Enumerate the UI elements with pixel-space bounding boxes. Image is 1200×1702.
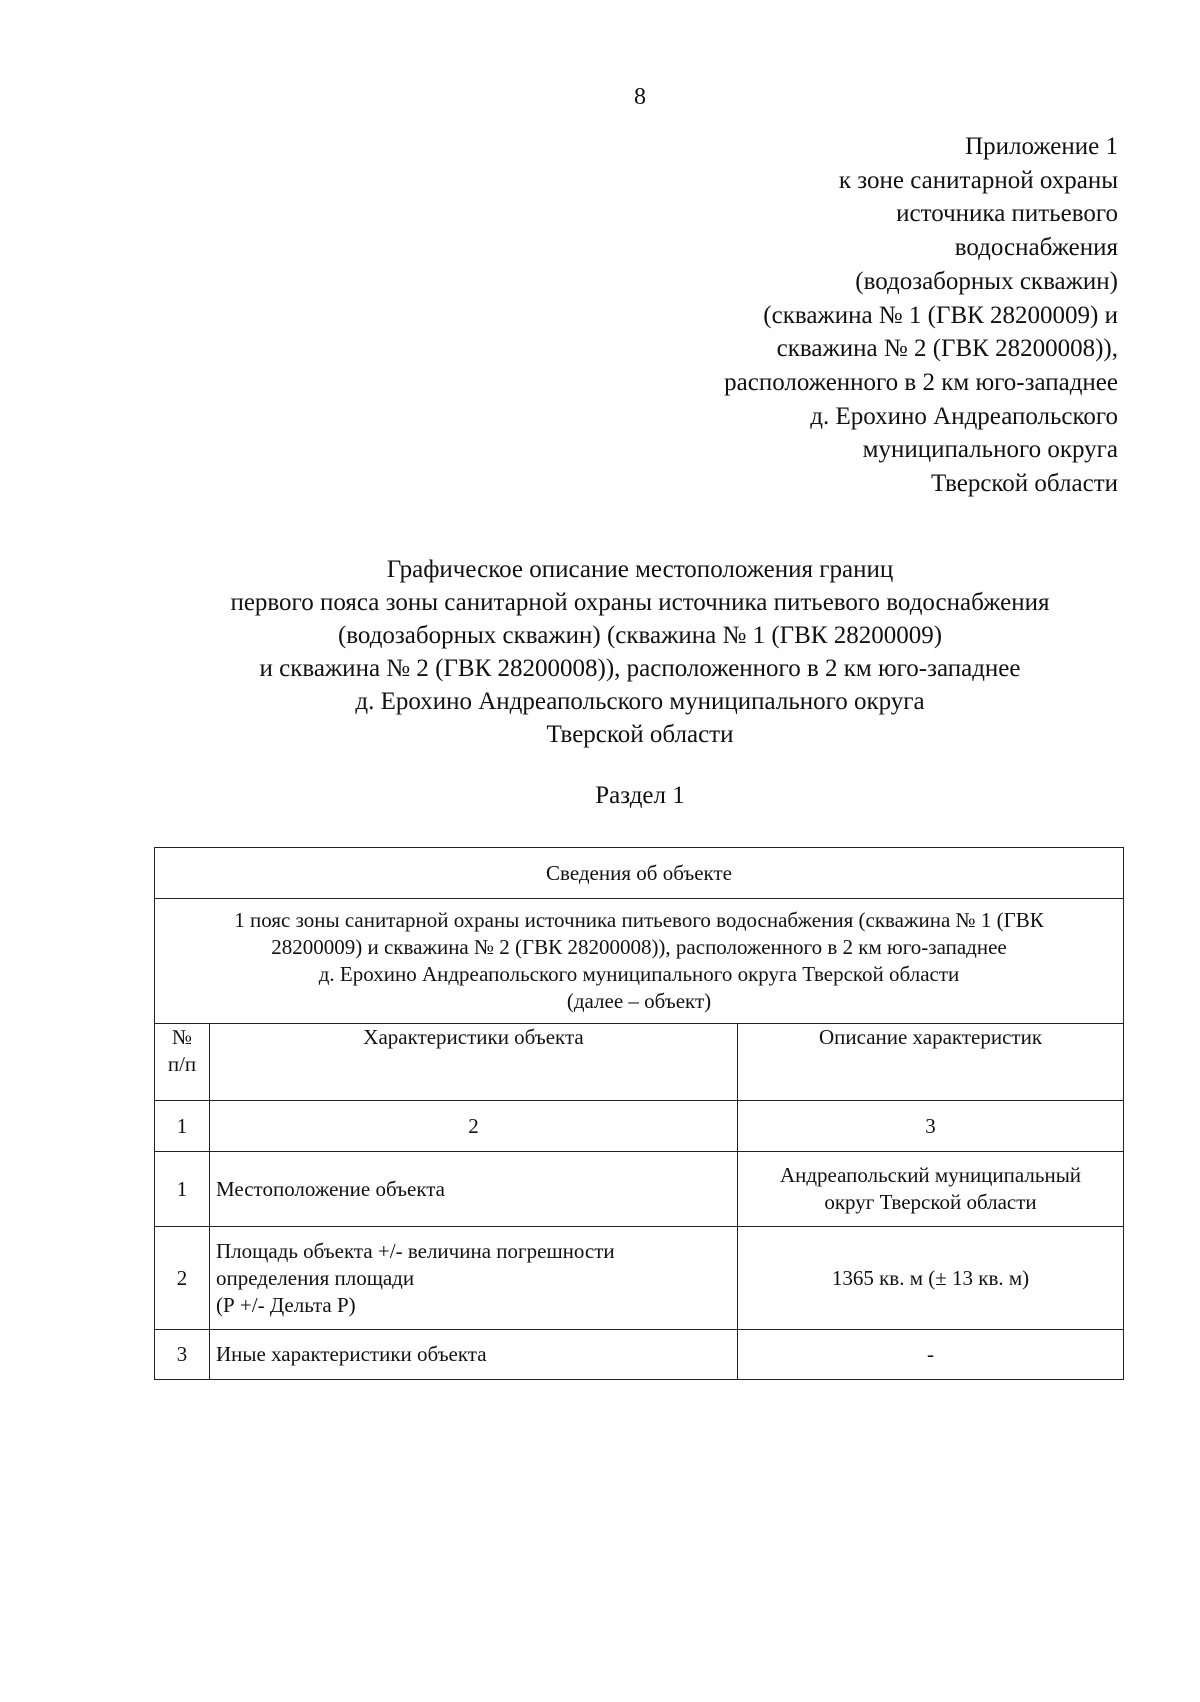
row-number: 2 — [155, 1227, 210, 1330]
object-name-line: 28200009) и скважина № 2 (ГВК 28200008)), расположенного в 2 км юго-западнее — [271, 935, 1007, 959]
title-line: первого пояса зоны санитарной охраны источника питьевого водоснабжения — [230, 589, 1050, 616]
appendix-line: Приложение 1 — [965, 133, 1118, 160]
appendix-block — [724, 130, 1118, 501]
table-header: Сведения об объекте — [155, 848, 1124, 899]
title-line: Тверской области — [546, 721, 734, 748]
column-header-row — [155, 1024, 1124, 1101]
title-line: и скважина № 2 (ГВК 28200008)), расположенного в 2 км юго-западнее — [259, 655, 1021, 682]
column-header-num-line: № — [171, 1025, 193, 1049]
appendix-line: д. Ерохино Андреапольского — [810, 402, 1118, 430]
appendix-line: скважина № 2 (ГВК 28200008)), — [776, 335, 1118, 363]
row-description-line: округ Тверской области — [824, 1190, 1037, 1214]
appendix-line: муниципального округа — [862, 436, 1118, 464]
appendix-line: Тверской области — [931, 470, 1118, 498]
column-index-row — [155, 1101, 1124, 1152]
section-title: Раздел 1 — [595, 782, 685, 809]
table-header-row — [155, 848, 1124, 899]
column-header-characteristics: Характеристики объекта — [210, 1024, 738, 1101]
appendix-line: к зоне санитарной охраны — [838, 166, 1118, 194]
appendix-line: источника питьевого — [896, 200, 1118, 228]
appendix-line: (водозаборных скважин) — [855, 267, 1118, 295]
appendix-line: расположенного в 2 км юго-западнее — [724, 368, 1118, 396]
column-index-cell: 3 — [738, 1101, 1124, 1152]
row-characteristic — [210, 1152, 738, 1227]
object-name-row — [155, 899, 1124, 1024]
row-description-line: Андреапольский муниципальный — [779, 1163, 1082, 1187]
title-line: д. Ерохино Андреапольского муниципального округа — [355, 688, 925, 715]
object-name-line: (далее – объект) — [566, 989, 712, 1013]
appendix-line: водоснабжения — [954, 234, 1118, 262]
title-line: Графическое описание местоположения границ — [386, 556, 894, 583]
table-row — [155, 1152, 1124, 1227]
row-number: 3 — [155, 1330, 210, 1380]
appendix-line: (скважина № 1 (ГВК 28200009) и — [763, 301, 1118, 329]
title-line: (водозаборных скважин) (скважина № 1 (ГВК 28200009) — [337, 622, 943, 649]
column-index-cell: 2 — [210, 1101, 738, 1152]
column-header-num — [155, 1024, 210, 1101]
row-description-line: - — [927, 1342, 934, 1366]
row-characteristic — [210, 1330, 738, 1380]
table-row — [155, 1227, 1124, 1330]
row-description-line: 1365 кв. м (± 13 кв. м) — [831, 1265, 1030, 1290]
object-name-line: д. Ерохино Андреапольского муниципального округа Тверской области — [318, 962, 960, 986]
row-characteristic-line: Местоположение объекта — [216, 1176, 446, 1201]
table-row — [155, 1330, 1124, 1380]
column-index-cell: 1 — [155, 1101, 210, 1152]
row-characteristic-line: определения площади — [216, 1265, 415, 1290]
column-header-description: Описание характеристик — [738, 1024, 1124, 1101]
object-name-cell — [155, 899, 1124, 1024]
row-description — [738, 1152, 1124, 1227]
document-title — [0, 553, 1200, 751]
row-characteristic-line: Иные характеристики объекта — [216, 1342, 487, 1366]
row-number: 1 — [155, 1152, 210, 1227]
page-number: 8 — [634, 84, 646, 110]
row-characteristic-line: Площадь объекта +/- величина погрешности — [216, 1238, 615, 1263]
row-description — [738, 1330, 1124, 1380]
row-characteristic — [210, 1227, 738, 1330]
object-info-table — [154, 847, 1124, 1380]
object-name-line: 1 пояс зоны санитарной охраны источника питьевого водоснабжения (скважина № 1 (ГВК — [234, 908, 1044, 932]
column-header-num-line: п/п — [167, 1052, 197, 1076]
row-description — [738, 1227, 1124, 1330]
row-characteristic-line: (Р +/- Дельта Р) — [216, 1292, 356, 1317]
